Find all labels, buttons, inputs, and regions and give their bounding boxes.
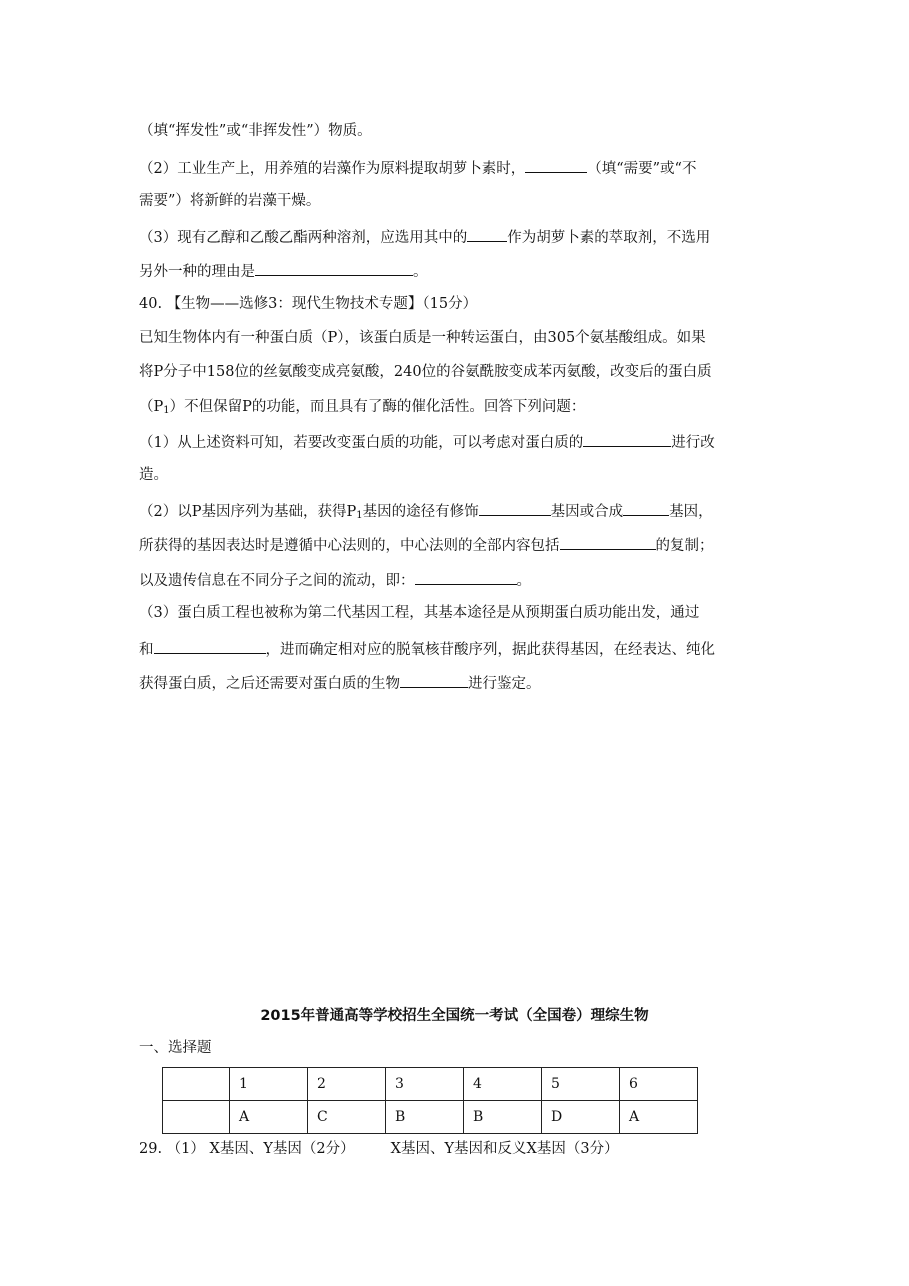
q40-q2-text: 。 [516, 573, 531, 589]
q40-q1-text: 进行改 [671, 435, 715, 451]
q40-q1-line2 [139, 465, 168, 485]
q40-q3-line2 [139, 638, 715, 660]
q40-intro-text: 将P分子中158位的丝氨酸变成亮氨酸，240位的谷氨酰胺变成苯丙氨酸，改变后的蛋白质 [139, 364, 712, 380]
q40-q3-text: 获得蛋白质，之后还需要对蛋白质的生物 [139, 676, 400, 692]
q39-line1 [139, 121, 372, 141]
q40-q1-text: 造。 [139, 467, 168, 483]
q39-q3-line1 [139, 226, 710, 248]
q40-q1-text: （1）从上述资料可知，若要改变蛋白质的功能，可以考虑对蛋白质的 [139, 435, 584, 451]
answer-blank[interactable] [525, 157, 587, 173]
table-cell-answer: A [620, 1101, 698, 1134]
q40-intro-text: （P [139, 399, 164, 415]
table-cell-number: 2 [308, 1068, 386, 1101]
table-cell-answer: C [308, 1101, 386, 1134]
q40-heading-text: 40. 【生物——选修3：现代生物技术专题】（15分） [139, 296, 478, 312]
answer-blank[interactable] [467, 226, 507, 242]
q40-q2-text: 所获得的基因表达时是遵循中心法则的，中心法则的全部内容包括 [139, 538, 560, 554]
table-cell-answer: B [464, 1101, 542, 1134]
q29-answer-line [139, 1139, 619, 1159]
q40-q3-text: ，进而确定相对应的脱氧核苷酸序列，据此获得基因，在经表达、纯化 [265, 642, 715, 658]
q40-q3-text: 和 [139, 642, 154, 658]
q40-q2-line1 [139, 500, 713, 526]
q40-q2-text: 的复制； [655, 538, 714, 554]
q40-q2-line2 [139, 534, 714, 556]
q39-q3-text: 作为胡萝卜素的萃取剂，不选用 [507, 230, 711, 246]
table-cell-answer: B [386, 1101, 464, 1134]
q39-q2-text: 需要”）将新鲜的岩藻干燥。 [139, 193, 321, 209]
q39-q3-text: （3）现有乙醇和乙酸乙酯两种溶剂，应选用其中的 [139, 230, 468, 246]
q39-q2-line2 [139, 191, 320, 211]
q29-answer-part1: 29. （1） X基因、Y基因（2分） [139, 1141, 355, 1157]
answer-table [162, 1067, 698, 1134]
q39-text: （填“挥发性”或“非挥发性”）物质。 [139, 123, 372, 139]
answer-blank[interactable] [154, 638, 266, 654]
q40-q1-line1 [139, 431, 715, 453]
table-cell-number: 3 [386, 1068, 464, 1101]
answer-blank[interactable] [479, 500, 551, 516]
q40-q2-text: 基因的途径有修饰 [362, 504, 479, 520]
q40-q3-line3 [139, 672, 541, 694]
q40-intro-text: ）不但保留P的功能，而且具有了酶的催化活性。回答下列问题： [169, 399, 586, 415]
q39-q3-text: 。 [413, 264, 428, 280]
answer-blank[interactable] [255, 260, 413, 276]
answer-blank[interactable] [400, 672, 468, 688]
q39-q3-text: 另外一种的理由是 [139, 264, 255, 280]
table-cell-empty [163, 1068, 230, 1101]
q40-q2-text: 基因， [669, 504, 713, 520]
q39-q2-text: （填“需要”或“不 [587, 161, 697, 177]
subscript: 1 [163, 405, 170, 416]
q40-heading [139, 294, 477, 314]
q40-intro-line2 [139, 362, 712, 382]
section-heading: 一、选择题 [139, 1040, 212, 1056]
table-cell-empty [163, 1101, 230, 1134]
q29-answer-part2: X基因、Y基因和反义X基因（3分） [390, 1141, 619, 1157]
table-cell-answer: D [542, 1101, 620, 1134]
q40-intro-line3 [139, 397, 585, 421]
answer-blank[interactable] [623, 500, 669, 516]
q40-q3-text: 进行鉴定。 [468, 676, 541, 692]
answer-key-title: 2015年普通高等学校招生全国统一考试（全国卷）理综生物 [260, 1008, 649, 1024]
answer-blank[interactable] [560, 534, 656, 550]
table-cell-number: 4 [464, 1068, 542, 1101]
answer-blank[interactable] [415, 569, 517, 585]
q39-q2-text: （2）工业生产上，用养殖的岩藻作为原料提取胡萝卜素时， [139, 161, 526, 177]
q40-intro-text: 已知生物体内有一种蛋白质（P），该蛋白质是一种转运蛋白，由305个氨基酸组成。如果 [139, 330, 706, 346]
q40-q2-text: 以及遗传信息在不同分子之间的流动，即： [139, 573, 415, 589]
subscript: 1 [356, 510, 363, 521]
q39-q3-line2 [139, 260, 428, 282]
q40-q3-line1 [139, 603, 699, 623]
table-cell-number: 1 [230, 1068, 308, 1101]
q39-q2-line1 [139, 157, 696, 179]
table-cell-number: 6 [620, 1068, 698, 1101]
q40-q2-text: 基因或合成 [550, 504, 624, 520]
answer-blank[interactable] [583, 431, 671, 447]
q40-q2-line3 [139, 569, 531, 591]
q40-q3-text: （3）蛋白质工程也被称为第二代基因工程，其基本途径是从预期蛋白质功能出发，通过 [139, 605, 700, 621]
q40-intro-line1 [139, 328, 706, 348]
table-row [163, 1101, 698, 1134]
q40-q2-text: （2）以P基因序列为基础，获得P [139, 504, 357, 520]
table-cell-answer: A [230, 1101, 308, 1134]
table-row [163, 1068, 698, 1101]
table-cell-number: 5 [542, 1068, 620, 1101]
